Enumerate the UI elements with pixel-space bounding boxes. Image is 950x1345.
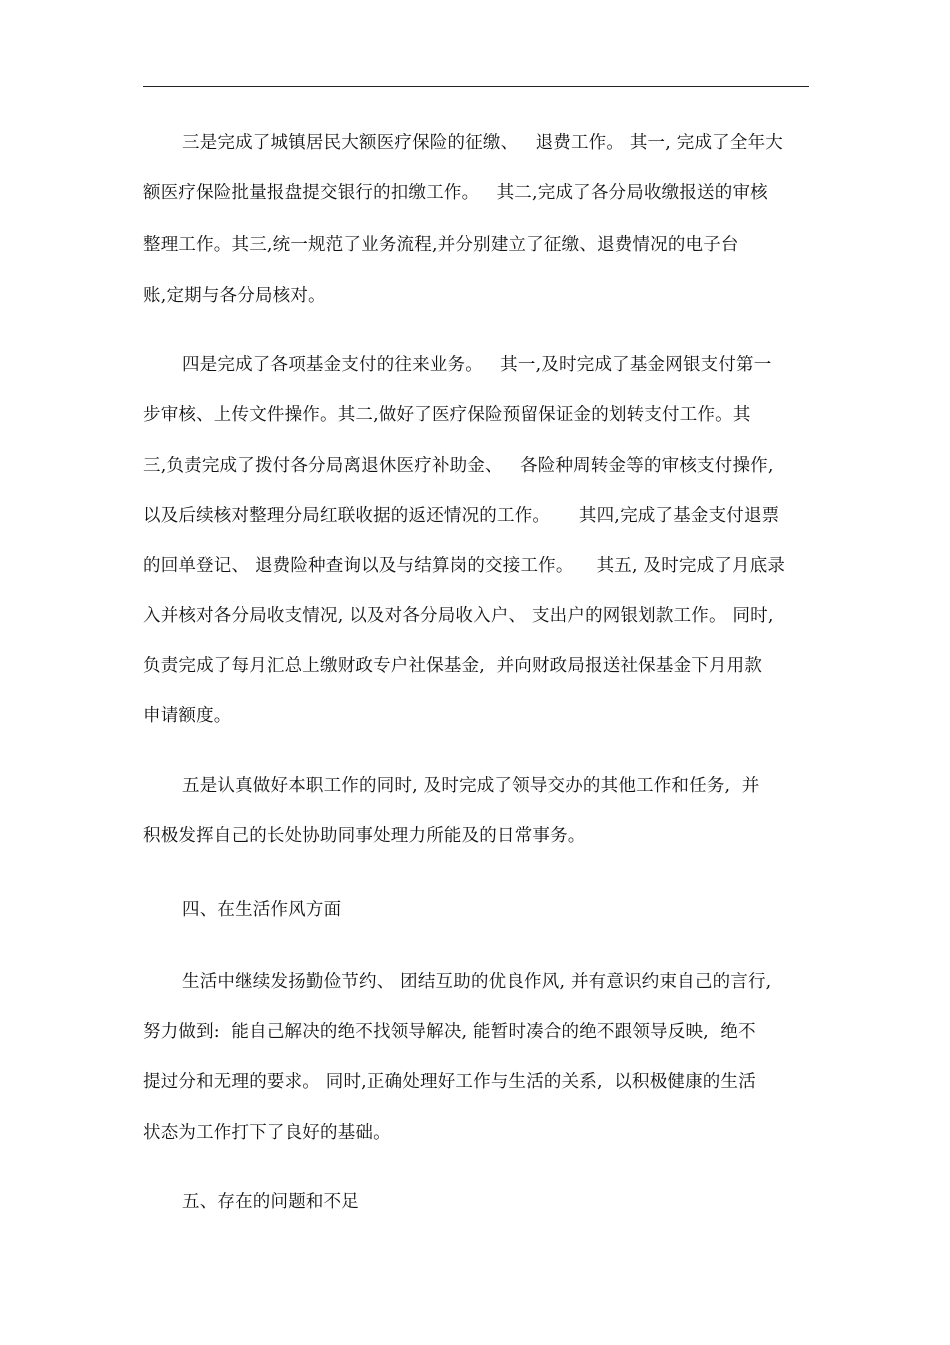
text-line: 积极发挥自己的长处协助同事处理力所能及的日常事务。 [143,826,586,846]
text-line: 步审核、上传文件操作。其二,做好了医疗保险预留保证金的划转支付工作。其 [143,405,751,425]
text-line: 努力做到: 能自己解决的绝不找领导解决, 能暂时凑合的绝不跟领导反映, 绝不 [143,1022,756,1042]
text-line: 提过分和无理的要求。 同时,正确处理好工作与生活的关系, 以积极健康的生活 [143,1072,756,1092]
text-line: 状态为工作打下了良好的基础。 [143,1123,391,1143]
text-line: 账,定期与各分局核对。 [143,286,326,306]
text-line: 三是完成了城镇居民大额医疗保险的征缴、 退费工作。 其一, 完成了全年大 [182,133,783,153]
text-line: 五是认真做好本职工作的同时, 及时完成了领导交办的其他工作和任务, 并 [182,776,760,796]
text-line: 四是完成了各项基金支付的往来业务。 其一,及时完成了基金网银支付第一 [182,355,772,375]
text-line: 入并核对各分局收支情况, 以及对各分局收入户、 支出户的网银划款工作。 同时, [143,606,774,626]
text-line: 生活中继续发扬勤俭节约、 团结互助的优良作风, 并有意识约束自己的言行, [182,972,772,992]
text-line: 的回单登记、 退费险种查询以及与结算岗的交接工作。 其五, 及时完成了月底录 [143,556,786,576]
section-heading: 四、在生活作风方面 [182,900,342,920]
text-line: 三,负责完成了拨付各分局离退休医疗补助金、 各险种周转金等的审核支付操作, [143,456,774,476]
text-line: 以及后续核对整理分局红联收据的返还情况的工作。 其四,完成了基金支付退票 [143,506,780,526]
header-rule [143,86,809,87]
text-line: 整理工作。其三,统一规范了业务流程,并分别建立了征缴、退费情况的电子台 [143,235,739,255]
section-heading: 五、存在的问题和不足 [182,1192,359,1212]
text-line: 负责完成了每月汇总上缴财政专户社保基金, 并向财政局报送社保基金下月用款 [143,656,763,676]
text-line: 额医疗保险批量报盘提交银行的扣缴工作。 其二,完成了各分局收缴报送的审核 [143,183,768,203]
text-line: 申请额度。 [143,706,232,726]
